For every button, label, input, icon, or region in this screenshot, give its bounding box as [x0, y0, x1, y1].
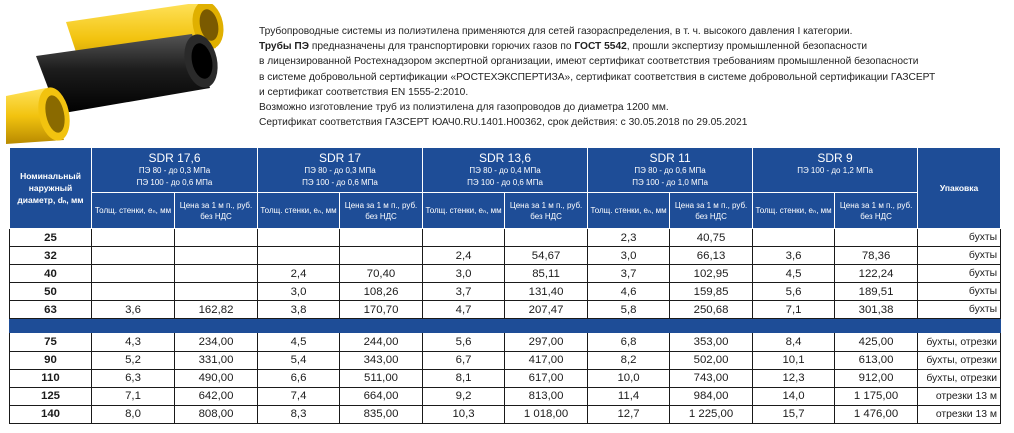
cell-wall-thickness: [92, 247, 175, 265]
cell-wall-thickness: 3,0: [258, 283, 340, 301]
cell-wall-thickness: 8,0: [92, 405, 175, 423]
table-row: [10, 229, 1001, 247]
cell-diameter: 90: [10, 351, 92, 369]
cell-price: 353,00: [670, 333, 753, 351]
cell-wall-thickness: [258, 229, 340, 247]
cell-wall-thickness: 3,6: [753, 247, 835, 265]
cell-wall-thickness: 6,6: [258, 369, 340, 387]
cell-packaging: бухты: [918, 301, 1001, 319]
desc-line-7: Сертификат соответствия ГАЗСЕРТ ЮАЧ0.RU.1401.Н00362, срок действия: с 30.05.2018 по 29.05.2021: [259, 117, 748, 129]
cell-wall-thickness: 8,4: [753, 333, 835, 351]
cell-wall-thickness: 4,5: [258, 333, 340, 351]
table-row: [10, 265, 1001, 283]
desc-bold-pipes: Трубы ПЭ: [259, 41, 309, 53]
table-row: [10, 283, 1001, 301]
header-group-sdr: [588, 148, 753, 193]
header-group-sdr: [753, 148, 918, 193]
cell-diameter: 110: [10, 369, 92, 387]
cell-price: 40,75: [670, 229, 753, 247]
cell-wall-thickness: [753, 229, 835, 247]
desc-bold-gost: ГОСТ 5542: [574, 41, 627, 53]
cell-wall-thickness: [423, 229, 505, 247]
desc-line-2-mid: предназначены для транспортировки горючих газов по: [308, 41, 575, 53]
cell-price: 835,00: [340, 405, 423, 423]
sdr-pressure-line-1: ПЭ 80 - до 0,3 МПа: [304, 166, 376, 175]
cell-price: 912,00: [835, 369, 918, 387]
cell-price: [340, 247, 423, 265]
cell-price: 813,00: [505, 387, 588, 405]
header-row-columns: [10, 193, 1001, 229]
header-price-per-meter: Цена за 1 м п., руб. без НДС: [670, 193, 753, 229]
cell-wall-thickness: 12,3: [753, 369, 835, 387]
cell-wall-thickness: 10,3: [423, 405, 505, 423]
cell-wall-thickness: 5,6: [753, 283, 835, 301]
cell-wall-thickness: 4,7: [423, 301, 505, 319]
cell-price: [505, 229, 588, 247]
cell-diameter: 75: [10, 333, 92, 351]
table-row: [10, 333, 1001, 351]
cell-price: [340, 229, 423, 247]
cell-price: 984,00: [670, 387, 753, 405]
separator-bar: [10, 319, 1001, 333]
cell-wall-thickness: 5,6: [423, 333, 505, 351]
sdr-pressure-line-1: ПЭ 100 - до 1,2 МПа: [797, 166, 873, 175]
cell-wall-thickness: 9,2: [423, 387, 505, 405]
cell-price: 301,38: [835, 301, 918, 319]
cell-price: 54,67: [505, 247, 588, 265]
cell-price: 250,68: [670, 301, 753, 319]
table-row: [10, 405, 1001, 423]
cell-price: 642,00: [175, 387, 258, 405]
cell-price: [175, 265, 258, 283]
cell-wall-thickness: 8,2: [588, 351, 670, 369]
header-price-per-meter: Цена за 1 м п., руб. без НДС: [175, 193, 258, 229]
cell-packaging: бухты: [918, 247, 1001, 265]
sdr-pressure-line-1: ПЭ 80 - до 0,6 МПа: [634, 166, 706, 175]
cell-price: 808,00: [175, 405, 258, 423]
table-row: [10, 247, 1001, 265]
sdr-pressure-line-1: ПЭ 80 - до 0,4 МПа: [469, 166, 541, 175]
table-row: [10, 351, 1001, 369]
header-nominal-diameter: Номинальный наружный диаметр, dₙ, мм: [10, 148, 92, 229]
cell-packaging: бухты: [918, 283, 1001, 301]
cell-wall-thickness: 7,4: [258, 387, 340, 405]
cell-wall-thickness: 6,7: [423, 351, 505, 369]
cell-price: 70,40: [340, 265, 423, 283]
table-row: [10, 301, 1001, 319]
cell-price: 743,00: [670, 369, 753, 387]
header-price-per-meter: Цена за 1 м п., руб. без НДС: [340, 193, 423, 229]
desc-line-3: в лицензированной Ростехнадзором экспертной организации, имеют сертификат соответствия требованиям промышленной безопасности: [259, 56, 919, 68]
cell-diameter: 140: [10, 405, 92, 423]
sdr-pressure-line-2: ПЭ 100 - до 1,0 МПа: [632, 178, 708, 187]
cell-price: 297,00: [505, 333, 588, 351]
cell-wall-thickness: 6,8: [588, 333, 670, 351]
cell-wall-thickness: 14,0: [753, 387, 835, 405]
header-price-per-meter: Цена за 1 м п., руб. без НДС: [835, 193, 918, 229]
cell-wall-thickness: 5,4: [258, 351, 340, 369]
desc-line-4: в системе добровольной сертификации «РОСТЕХЭКСПЕРТИЗА», сертификат соответствия в системе добровольной сертификации ГАЗСЕРТ: [259, 71, 936, 83]
cell-wall-thickness: 3,0: [423, 265, 505, 283]
cell-wall-thickness: 8,3: [258, 405, 340, 423]
cell-packaging: бухты, отрезки: [918, 333, 1001, 351]
cell-packaging: бухты: [918, 265, 1001, 283]
header-packaging: Упаковка: [918, 148, 1001, 229]
cell-price: 170,70: [340, 301, 423, 319]
desc-line-5: и сертификат соответствия EN 1555-2:2010.: [259, 86, 469, 98]
sdr-label: SDR 13,6: [479, 151, 532, 165]
table-separator: [10, 319, 1001, 333]
cell-wall-thickness: [92, 229, 175, 247]
cell-wall-thickness: 2,4: [258, 265, 340, 283]
cell-price: 85,11: [505, 265, 588, 283]
cell-price: 122,24: [835, 265, 918, 283]
cell-diameter: 125: [10, 387, 92, 405]
cell-wall-thickness: 5,8: [588, 301, 670, 319]
desc-line-2-end: , прошли экспертизу промышленной безопасности: [626, 41, 868, 53]
cell-price: 502,00: [670, 351, 753, 369]
desc-line-1: Трубопроводные системы из полиэтилена применяются для сетей газораспределения, в т. ч. высокого давления I категории.: [259, 26, 853, 37]
cell-price: [175, 247, 258, 265]
cell-wall-thickness: 5,2: [92, 351, 175, 369]
cell-packaging: бухты: [918, 229, 1001, 247]
cell-diameter: 50: [10, 283, 92, 301]
cell-price: 78,36: [835, 247, 918, 265]
cell-packaging: бухты, отрезки: [918, 369, 1001, 387]
cell-wall-thickness: 4,6: [588, 283, 670, 301]
cell-wall-thickness: 2,4: [423, 247, 505, 265]
sdr-pressure-line-2: ПЭ 100 - до 0,6 МПа: [136, 178, 213, 187]
cell-wall-thickness: [258, 247, 340, 265]
cell-wall-thickness: 10,1: [753, 351, 835, 369]
table-body: [10, 229, 1001, 424]
table-header: [10, 148, 1001, 229]
cell-price: 1 018,00: [505, 405, 588, 423]
cell-price: 490,00: [175, 369, 258, 387]
header-row-groups: [10, 148, 1001, 193]
desc-line-6: Возможно изготовление труб из полиэтилена для газопроводов до диаметра 1200 мм.: [259, 102, 669, 114]
cell-wall-thickness: 12,7: [588, 405, 670, 423]
cell-wall-thickness: 3,0: [588, 247, 670, 265]
cell-price: 207,47: [505, 301, 588, 319]
cell-price: 189,51: [835, 283, 918, 301]
cell-price: 234,00: [175, 333, 258, 351]
cell-wall-thickness: [92, 283, 175, 301]
header-wall-thickness: Толщ. стенки, eₙ, мм: [92, 193, 175, 229]
cell-price: 102,95: [670, 265, 753, 283]
cell-price: 162,82: [175, 301, 258, 319]
cell-diameter: 25: [10, 229, 92, 247]
cell-wall-thickness: 11,4: [588, 387, 670, 405]
cell-diameter: 63: [10, 301, 92, 319]
cell-wall-thickness: 3,7: [588, 265, 670, 283]
price-table: [9, 147, 1001, 424]
table-row: [10, 387, 1001, 405]
cell-price: 417,00: [505, 351, 588, 369]
sdr-pressure-line-1: ПЭ 80 - до 0,3 МПа: [138, 166, 211, 175]
header-wall-thickness: Толщ. стенки, eₙ, мм: [588, 193, 670, 229]
cell-packaging: отрезки 13 м: [918, 405, 1001, 423]
cell-diameter: 40: [10, 265, 92, 283]
cell-price: 617,00: [505, 369, 588, 387]
cell-diameter: 32: [10, 247, 92, 265]
cell-price: 1 225,00: [670, 405, 753, 423]
cell-wall-thickness: 7,1: [92, 387, 175, 405]
header-group-sdr: [92, 148, 258, 193]
header-wall-thickness: Толщ. стенки, eₙ, мм: [423, 193, 505, 229]
header-group-sdr: [258, 148, 423, 193]
cell-wall-thickness: 3,7: [423, 283, 505, 301]
cell-price: 244,00: [340, 333, 423, 351]
cell-packaging: бухты, отрезки: [918, 351, 1001, 369]
sdr-label: SDR 11: [649, 151, 691, 165]
cell-wall-thickness: 7,1: [753, 301, 835, 319]
desc-line-2: [259, 39, 1009, 54]
cell-price: 511,00: [340, 369, 423, 387]
cell-price: 425,00: [835, 333, 918, 351]
cell-wall-thickness: 3,8: [258, 301, 340, 319]
pipe-illustration: [6, 4, 242, 144]
cell-price: 331,00: [175, 351, 258, 369]
cell-price: 159,85: [670, 283, 753, 301]
cell-packaging: отрезки 13 м: [918, 387, 1001, 405]
cell-price: [835, 229, 918, 247]
cell-price: 664,00: [340, 387, 423, 405]
cell-price: [175, 283, 258, 301]
cell-wall-thickness: 2,3: [588, 229, 670, 247]
cell-price: 66,13: [670, 247, 753, 265]
header-price-per-meter: Цена за 1 м п., руб. без НДС: [505, 193, 588, 229]
header-wall-thickness: Толщ. стенки, eₙ, мм: [258, 193, 340, 229]
cell-wall-thickness: 10,0: [588, 369, 670, 387]
sdr-label: SDR 17: [319, 151, 362, 165]
table-row: [10, 369, 1001, 387]
sdr-label: SDR 17,6: [148, 151, 201, 165]
header-wall-thickness: Толщ. стенки, eₙ, мм: [753, 193, 835, 229]
cell-wall-thickness: [92, 265, 175, 283]
sdr-pressure-line-2: ПЭ 100 - до 0,6 МПа: [467, 178, 543, 187]
cell-price: 613,00: [835, 351, 918, 369]
cell-price: 108,26: [340, 283, 423, 301]
cell-wall-thickness: 6,3: [92, 369, 175, 387]
cell-wall-thickness: 4,3: [92, 333, 175, 351]
cell-price: 1 175,00: [835, 387, 918, 405]
description-block: [259, 24, 1009, 130]
cell-price: 343,00: [340, 351, 423, 369]
cell-price: 131,40: [505, 283, 588, 301]
sdr-label: SDR 9: [817, 151, 853, 165]
header-group-sdr: [423, 148, 588, 193]
cell-wall-thickness: 15,7: [753, 405, 835, 423]
cell-price: [175, 229, 258, 247]
sdr-pressure-line-2: ПЭ 100 - до 0,6 МПа: [302, 178, 378, 187]
cell-wall-thickness: 3,6: [92, 301, 175, 319]
cell-price: 1 476,00: [835, 405, 918, 423]
cell-wall-thickness: 4,5: [753, 265, 835, 283]
cell-wall-thickness: 8,1: [423, 369, 505, 387]
